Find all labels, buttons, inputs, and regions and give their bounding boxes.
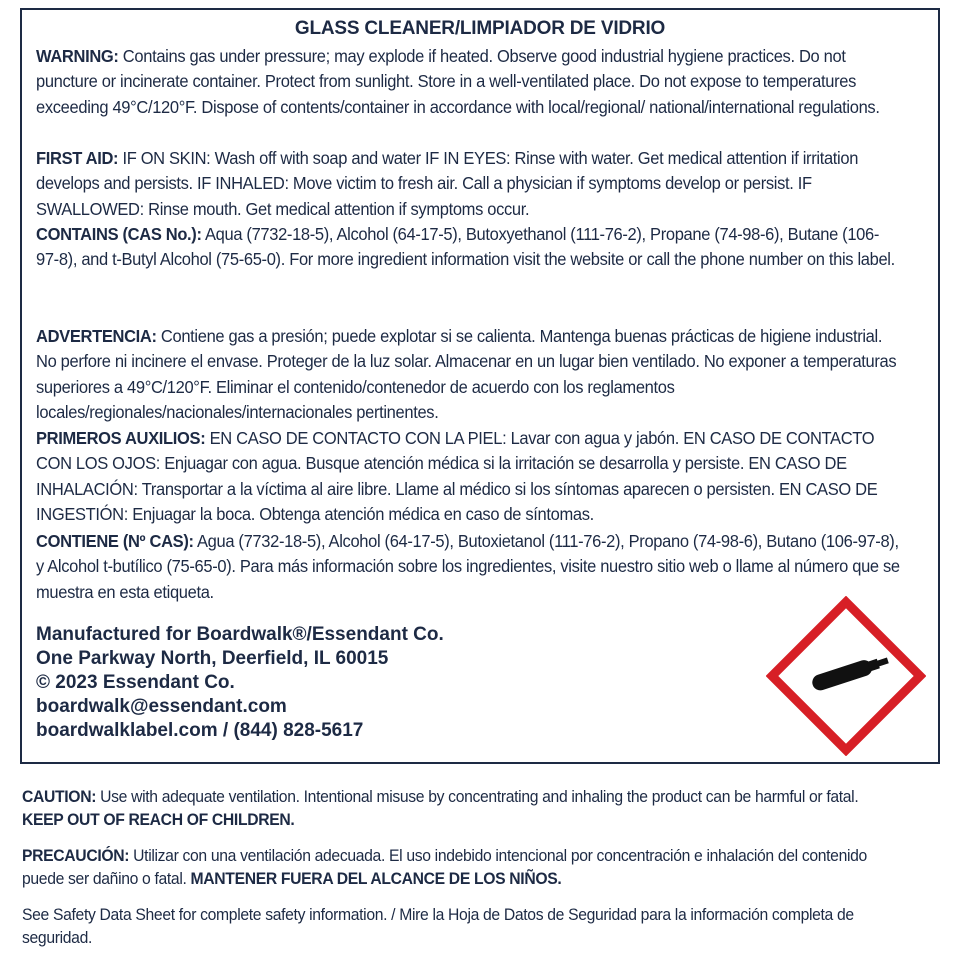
gas-cylinder-icon xyxy=(766,596,926,756)
sds-note: See Safety Data Sheet for complete safety information. / Mire la Hoja de Datos de Seguridad para la información completa de seguridad. xyxy=(22,906,854,947)
contiene-paragraph xyxy=(36,529,900,605)
contains-text: Aqua (7732-18-5), Alcohol (64-17-5), Butoxyethanol (111-76-2), Propane (74-98-6), Butane (106-97-8), and t-Butyl Alcohol (75-65-0). For more ingredient information visit the website or call the phone number on this label. xyxy=(36,224,895,270)
advertencia-paragraph xyxy=(36,324,900,425)
advertencia-label: ADVERTENCIA: xyxy=(36,326,157,346)
warning-paragraph xyxy=(36,44,900,120)
first-aid-paragraph xyxy=(36,146,900,222)
product-title: GLASS CLEANER/LIMPIADOR DE VIDRIO xyxy=(294,18,666,39)
primeros-auxilios-label: PRIMEROS AUXILIOS: xyxy=(36,428,206,448)
manufacturer-block xyxy=(36,623,444,743)
first-aid-text: IF ON SKIN: Wash off with soap and water IF IN EYES: Rinse with water. Get medical attention if irritation develops and persists. IF INHALED: Move victim to fresh air. Call a physician if symptoms develop or persist. IF SWALLOWED: Rinse mouth. Get medical attention if symptoms occur. xyxy=(36,148,859,219)
precaucion-text: Utilizar con una ventilación adecuada. El uso indebido intencional por concentración e inhalación del contenido puede ser dañino o fatal. xyxy=(22,847,867,888)
precaucion-paragraph xyxy=(22,845,910,890)
contains-label: CONTAINS (CAS No.): xyxy=(36,224,202,244)
warning-text: Contains gas under pressure; may explode if heated. Observe good industrial hygiene practices. Do not puncture or incinerate container. Protect from sunlight. Store in a well-ventilated place. Do not expose to temperatures exceeding 49°C/120°F. Dispose of contents/container in accordance with local/regional/ national/international regulations. xyxy=(36,46,880,117)
contiene-label: CONTIENE (Nº CAS): xyxy=(36,531,194,551)
primeros-auxilios-paragraph xyxy=(36,426,900,527)
caution-paragraph xyxy=(22,786,910,831)
warning-label: WARNING: xyxy=(36,46,119,66)
advertencia-text: Contiene gas a presión; puede explotar si se calienta. Mantenga buenas prácticas de higiene industrial. No perfore ni incinere el envase. Proteger de la luz solar. Almacenar en un lugar bien ventilado. No exponer a temperaturas superiores a 49°C/120°F. Eliminar el contenido/contenedor de acuerdo con los reglamentos locales/regionales/nacionales/internacionales pertinentes. xyxy=(36,326,897,422)
manufacturer-name: Manufactured for Boardwalk®/Essendant Co. xyxy=(36,624,444,645)
first-aid-label: FIRST AID: xyxy=(36,148,119,168)
caution-text: Use with adequate ventilation. Intentional misuse by concentrating and inhaling the product can be harmful or fatal. xyxy=(96,788,859,806)
primeros-auxilios-text: EN CASO DE CONTACTO CON LA PIEL: Lavar con agua y jabón. EN CASO DE CONTACTO CON LOS OJOS: Enjuagar con agua. Busque atención médica si la irritación se desarrolla y persiste. EN CASO DE INHALACIÓN: Transportar a la víctima al aire libre. Llame al médico si los síntomas aparecen o persisten. EN CASO DE INGESTIÓN: Enjuagar la boca. Obtenga atención médica en caso de síntomas. xyxy=(36,428,878,524)
precaucion-label: PRECAUCIÓN: xyxy=(22,847,130,865)
manufacturer-website-phone: boardwalklabel.com / (844) 828-5617 xyxy=(36,720,364,741)
contiene-text: Agua (7732-18-5), Alcohol (64-17-5), Butoxietanol (111-76-2), Propano (74-98-6), Butano (106-97-8), y Alcohol t-butílico (75-65-0). Para más información sobre los ingredientes, visite nuestro sitio web o llame al número que se muestra en esta etiqueta. xyxy=(36,531,900,602)
manufacturer-address: One Parkway North, Deerfield, IL 60015 xyxy=(36,648,389,669)
mantener-fuera: MANTENER FUERA DEL ALCANCE DE LOS NIÑOS. xyxy=(190,869,562,888)
keep-out-of-reach: KEEP OUT OF REACH OF CHILDREN. xyxy=(22,810,295,829)
caution-label: CAUTION: xyxy=(22,788,97,806)
copyright: © 2023 Essendant Co. xyxy=(36,672,235,693)
contains-paragraph xyxy=(36,222,900,273)
manufacturer-email: boardwalk@essendant.com xyxy=(36,696,287,717)
